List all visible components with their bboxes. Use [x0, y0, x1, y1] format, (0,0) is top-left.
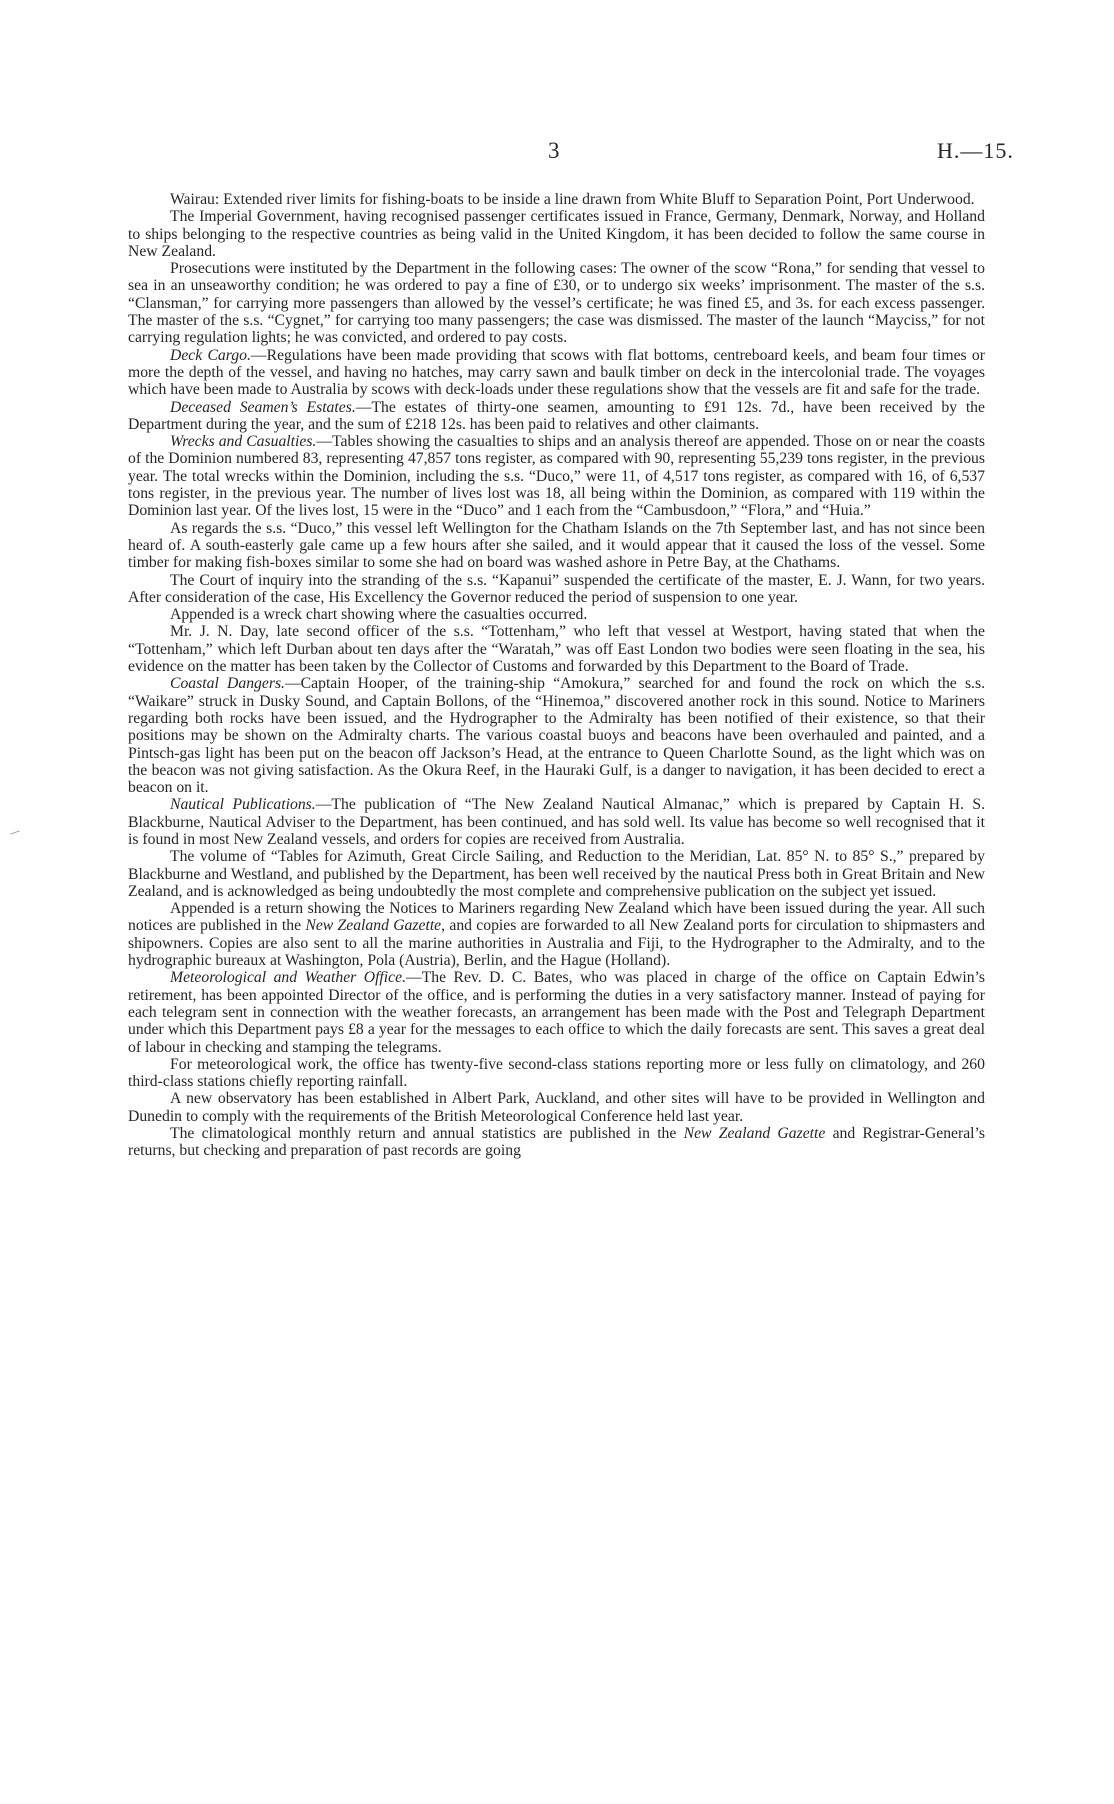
paragraph — [128, 572, 985, 607]
section-heading: Nautical Publications. — [170, 796, 316, 814]
paragraph — [128, 191, 985, 208]
paragraph-text: The climatological monthly return and annual statistics are published in the — [170, 1125, 684, 1143]
section-heading: Deceased Seamen’s Estates. — [170, 398, 356, 416]
paragraph — [128, 347, 985, 399]
paragraph-text: The Court of inquiry into the stranding of the s.s. “Kapanui” suspended the certificate of the master, E. J. Wann, for two years. After consideration of the case, His Excellency the Governor reduced the period of suspension to one year. — [128, 571, 985, 606]
paragraph — [128, 1056, 985, 1091]
paragraph-text: For meteorological work, the office has twenty-five second-class stations reporting more or less fully on climatology, and 260 third-class stations chiefly reporting rainfall. — [128, 1055, 985, 1091]
section-heading: Wrecks and Casualties. — [170, 433, 317, 451]
paragraph — [128, 433, 985, 519]
paragraph-text: —The Rev. D. C. Bates, who was placed in charge of the office on Captain Edwin’s retirement, has been appointed Director of the office, and is performing the duties in a very satisfactory manner. Instead of paying for each telegram sent in connection with the weather forecasts, an arrangement has been made with the Post and Telegraph Department under which this Department pays £8 a year for the messages to each office to which the daily forecasts are sent. This saves a great deal of labour in checking and stamping the telegrams. — [128, 969, 986, 1056]
body-text — [128, 191, 985, 1160]
paragraph-text: Appended is a wreck chart showing where the casualties occurred. — [170, 606, 588, 624]
paragraph-text: Appended is a return showing the Notices to Mariners regarding New Zealand which have been issued during the year. All such notices are published in the — [128, 900, 985, 935]
paragraph-text: Wairau: Extended river limits for fishing-boats to be inside a line drawn from White Bluff to Separation Point, Port Underwood. — [170, 191, 975, 208]
paragraph-text: Mr. J. N. Day, late second officer of the s.s. “Tottenham,” who left that vessel at Westport, having stated that when the “Tottenham,” which left Durban about ten days after the “Waratah,” was off East London two bodies were seen floating in the sea, his evidence on the matter has been taken by the Collector of Customs and forwarded by this Department to the Board of Trade. — [128, 623, 985, 676]
section-heading: Meteorological and Weather Office. — [170, 969, 406, 987]
section-heading: Coastal Dangers. — [170, 675, 285, 693]
paragraph — [128, 675, 985, 796]
paragraph-text: The volume of “Tables for Azimuth, Great Circle Sailing, and Reduction to the Meridian, Lat. 85° N. to 85° S.,” prepared by Blackburne and Westland, and published by the Department, has been well received by the nautical Press both in Great Britain and New Zealand, and is acknowledged as being undoubtedly the most complete and comprehensive publication on the subject yet issued. — [128, 848, 985, 900]
paragraph-text: The Imperial Government, having recognised passenger certificates issued in France, Germany, Denmark, Norway, and Holland to ships belonging to the respective countries as being valid in the United Kingdom, it has been decided to follow the same course in New Zealand. — [128, 208, 985, 260]
paragraph — [128, 848, 985, 900]
section-heading: Deck Cargo. — [170, 346, 251, 364]
paragraph — [128, 260, 985, 346]
paragraph — [128, 623, 985, 675]
paragraph — [128, 1125, 985, 1160]
paragraph — [128, 606, 985, 623]
paragraph-text: and Registrar-General’s returns, but checking and preparation of past records are going — [128, 1125, 986, 1160]
paragraph-text: , and copies are forwarded to all New Zealand ports for circulation to shipmasters and shipowners. Copies are also sent to all the marine authorities in Australia and Fiji, to the Hydrographer to the Admiralty, and to the hydrographic bureaux at Washington, Pola (Austria), Berlin, and the Hague (Holland). — [128, 917, 985, 970]
paragraph-text: —The publication of “The New Zealand Nautical Almanac,” which is prepared by Captain H. S. Blackburne, Nautical Adviser to the Department, has been continued, and has sold well. Its value has become so well recognised that it is found in most New Zealand vessels, and orders for copies are received from Australia. — [128, 796, 985, 848]
paragraph-text: —Regulations have been made providing that scows with flat bottoms, centreboard keels, and beam four times or more the depth of the vessel, and having no hatches, may carry sawn and baulk timber on deck in the intercolonial trade. The voyages which have been made to Australia by scows with deck-loads under these regulations show that the vessels are fit and safe for the trade. — [128, 346, 985, 399]
margin-mark — [10, 830, 20, 834]
journal-title: New Zealand Gazette — [305, 917, 442, 935]
document-reference: H.—15. — [937, 138, 1014, 163]
paragraph-text: —Captain Hooper, of the training-ship “Amokura,” searched for and found the rock on which the s.s. “Waikare” struck in Dusky Sound, and Captain Bollons, of the “Hinemoa,” discovered another rock in this sound. Notice to Mariners regarding both rocks have been issued, and the Hydrographer to the Admiralty has been notified of their existence, so that their positions may be shown on the Admiralty charts. The various coastal buoys and beacons have been overhauled and painted, and a Pintsch-gas light has been put on the beacon off Jackson’s Head, at the entrance to Queen Charlotte Sound, as the light which was on the beacon was not giving satisfaction. As the Okura Reef, in the Hauraki Gulf, is a danger to navigation, it has been decided to erect a beacon on it. — [128, 675, 986, 797]
paragraph — [128, 1090, 985, 1125]
paragraph — [128, 900, 985, 969]
paragraph-text: As regards the s.s. “Duco,” this vessel left Wellington for the Chatham Islands on the 7th September last, and has not since been heard of. A south-easterly gale came up a few hours after she sailed, and it would appear that it caused the loss of the vessel. Some timber for making fish-boxes similar to some she had on board was washed ashore in Petre Bay, at the Chathams. — [128, 519, 985, 572]
page-number: 3 — [548, 138, 561, 163]
paragraph-text: —The estates of thirty-one seamen, amounting to £91 12s. 7d., have been received by the Department during the year, and the sum of £218 12s. has been paid to relatives and other claimants. — [128, 398, 985, 433]
paragraph-text: —Tables showing the casualties to ships and an analysis thereof are appended. Those on or near the coasts of the Dominion numbered 83, representing 47,857 tons register, as compared with 90, representing 55,239 tons register, in the previous year. The total wrecks within the Dominion, including the s.s. “Duco,” were 11, of 4,517 tons register, as compared with 16, of 6,537 tons register, in the previous year. The number of lives lost was 18, all being within the Dominion, as compared with 119 within the Dominion last year. Of the lives lost, 15 were in the “Duco” and 1 each from the “Cambusdoon,” “Flora,” and “Huia.” — [128, 433, 985, 520]
paragraph — [128, 520, 985, 572]
paragraph — [128, 969, 985, 1055]
paragraph — [128, 399, 985, 434]
journal-title: New Zealand Gazette — [683, 1125, 826, 1143]
paragraph-text: A new observatory has been established in Albert Park, Auckland, and other sites will have to be provided in Wellington and Dunedin to comply with the requirements of the British Meteorological Conference held last year. — [128, 1090, 985, 1125]
paragraph — [128, 796, 985, 848]
paragraph-text: Prosecutions were instituted by the Department in the following cases: The owner of the scow “Rona,” for sending that vessel to sea in an unseaworthy condition; he was ordered to pay a fine of £30, or to undergo six weeks’ imprisonment. The master of the s.s. “Clansman,” for carrying more passengers than allowed by the vessel’s certificate; he was fined £5, and 3s. for each excess passenger. The master of the s.s. “Cygnet,” for carrying too many passengers; the case was dismissed. The master of the launch “Mayciss,” for not carrying regulation lights; he was convicted, and ordered to pay costs. — [128, 260, 985, 347]
paragraph — [128, 208, 985, 260]
